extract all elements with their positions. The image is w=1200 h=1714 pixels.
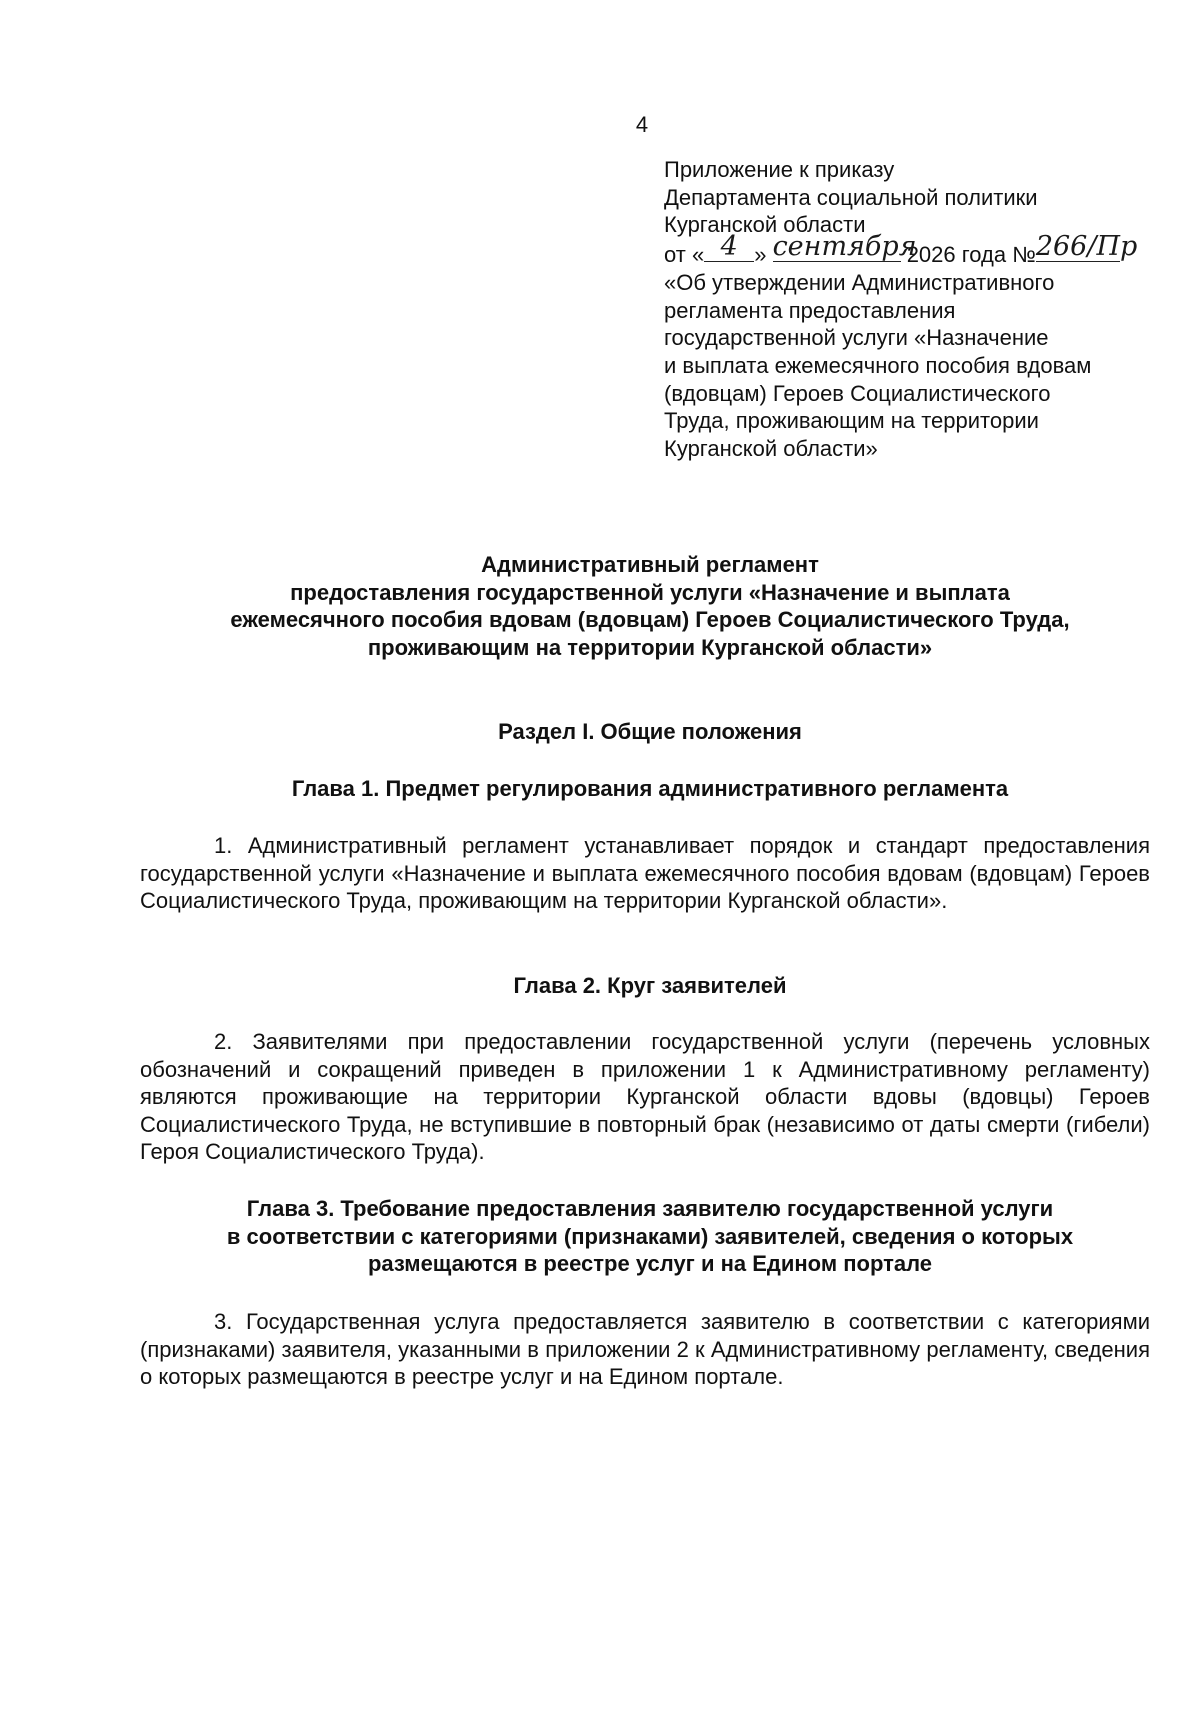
chapter3-heading-line: в соответствии с категориями (признаками) заявителей, сведения о которых	[226, 1223, 1074, 1249]
chapter3-heading	[130, 1195, 1170, 1278]
chapter3-heading-line: размещаются в реестре услуг и на Едином портале	[367, 1251, 933, 1276]
appendix-subject-line: (вдовцам) Героев Социалистического	[664, 380, 1051, 406]
title-line: ежемесячного пособия вдовам (вдовцам) Героев Социалистического Труда,	[230, 607, 1070, 632]
appendix-block	[664, 156, 1164, 463]
appendix-subject-line: государственной услуги «Назначение	[664, 325, 1049, 351]
date-month-handwritten: сентября	[772, 231, 917, 263]
date-prefix: от «	[664, 242, 705, 268]
appendix-line: Департамента социальной политики	[664, 184, 1038, 210]
order-number-handwritten: 266/Пр	[1035, 231, 1138, 263]
date-year: 2026 года №	[906, 242, 1036, 268]
appendix-subject-line: Труда, проживающим на территории	[664, 408, 1039, 434]
section-heading: Раздел I. Общие положения	[498, 719, 802, 744]
date-day-blank	[704, 231, 754, 263]
chapter3-paragraph: 3. Государственная услуга предоставляется заявителю в соответствии с категориями (признаками) заявителя, указанными в приложении 2 к Административному регламенту, сведения о которых размещаются в реестре услуг и на Едином портале.	[140, 1309, 1150, 1390]
date-day-handwritten: 4	[720, 231, 738, 263]
chapter3-heading-line: Глава 3. Требование предоставления заявителю государственной услуги	[246, 1196, 1054, 1221]
chapter1-heading: Глава 1. Предмет регулирования административного регламента	[291, 776, 1009, 801]
appendix-line: Курганской области	[664, 212, 866, 238]
title-line: предоставления государственной услуги «Назначение и выплата	[290, 579, 1010, 605]
date-quote-close: »	[754, 242, 767, 268]
appendix-subject-line: регламента предоставления	[664, 297, 956, 323]
appendix-date-line	[664, 231, 1164, 269]
order-number-blank	[1035, 231, 1138, 263]
title-line: проживающим на территории Курганской области»	[367, 634, 933, 660]
page-number: 4	[635, 112, 649, 137]
chapter2-paragraph: 2. Заявителями при предоставлении государственной услуги (перечень условных обозначений и сокращений приведен в приложении 1 к Административному регламенту) являются проживающие на территории Курганской области вдовы (вдовцы) Героев Социалистического Труда, не вступившие в повторный брак (независимо от даты смерти (гибели) Героя Социалистического Труда).	[140, 1029, 1150, 1165]
appendix-subject-line: Курганской области»	[664, 436, 878, 462]
appendix-subject-line: и выплата ежемесячного пособия вдовам	[664, 352, 1092, 378]
date-month-blank	[772, 231, 917, 263]
chapter1-paragraph: 1. Административный регламент устанавливает порядок и стандарт предоставления государственной услуги «Назначение и выплата ежемесячного пособия вдовам (вдовцам) Героев Социалистического Труда, проживающим на территории Курганской области».	[140, 833, 1150, 914]
appendix-line: Приложение к приказу	[664, 157, 895, 182]
document-title	[130, 551, 1170, 661]
appendix-subject-line: «Об утверждении Административного	[664, 269, 1055, 295]
chapter2-heading: Глава 2. Круг заявителей	[513, 973, 787, 998]
title-line: Административный регламент	[481, 552, 819, 577]
